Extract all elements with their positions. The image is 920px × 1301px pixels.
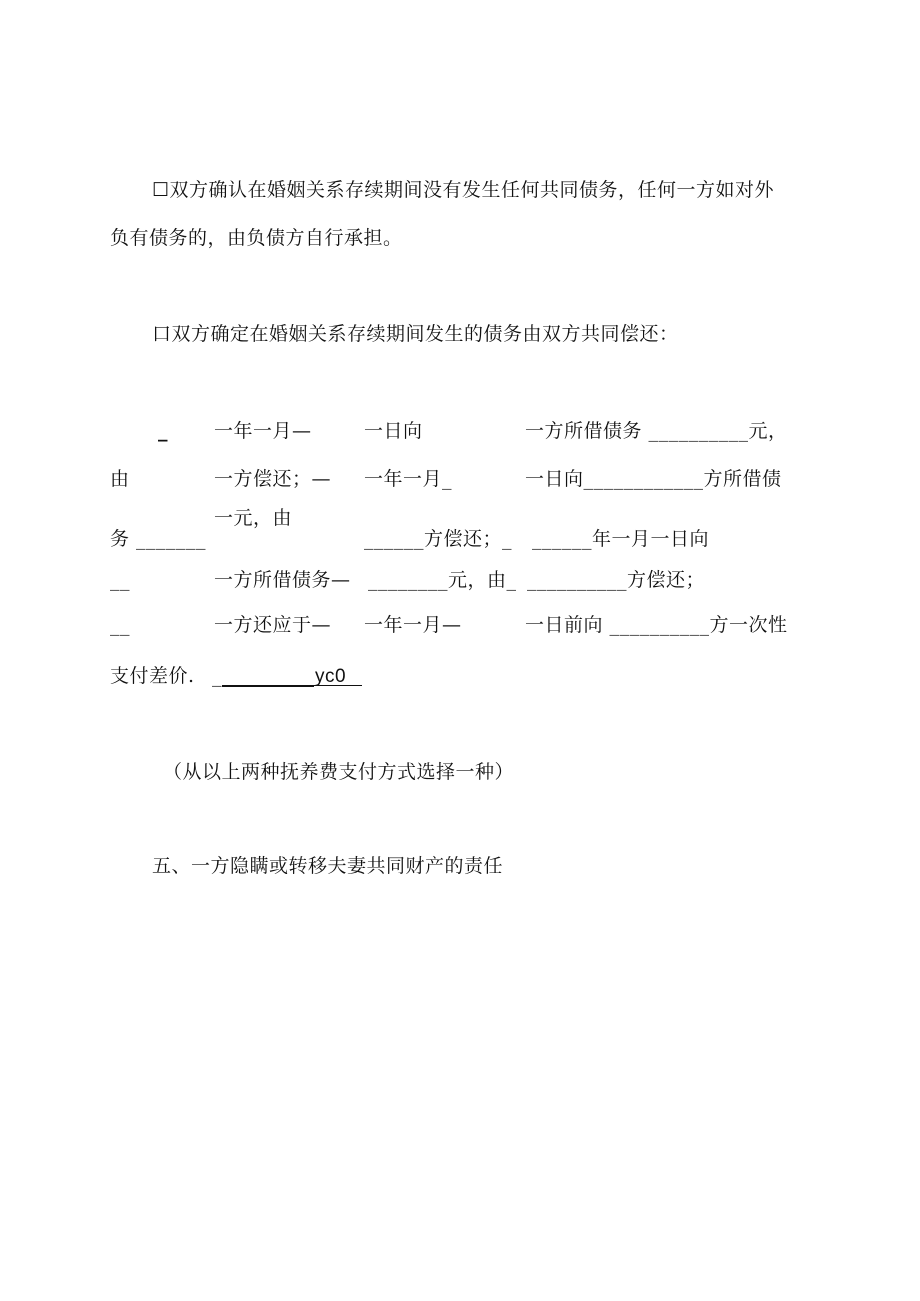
- form-row5-blank: __: [110, 614, 130, 636]
- form-row3-debt-blank: 务 _______: [110, 528, 207, 550]
- clause-no-debt-line-2: 负有债务的，由负债方自行承担。: [110, 227, 403, 249]
- form-row5-lump-sum: 一日前向 __________方一次性: [525, 614, 788, 636]
- form-row6-signature-text: yc0: [315, 666, 347, 687]
- form-row2-by: 由: [110, 468, 130, 490]
- form-row4-yuan-by: ________元，由_: [368, 569, 517, 591]
- form-row5-date: 一年一月—: [364, 614, 462, 636]
- section-five-title: 五、一方隐瞒或转移夫妻共同财产的责任: [152, 855, 504, 877]
- form-row1-day-to: 一日向: [364, 420, 423, 442]
- form-row6-underline-thick: [222, 685, 314, 687]
- clause-shared-debt-heading: 口双方确定在婚姻关系存续期间发生的债务由双方共同偿还：: [152, 323, 679, 345]
- form-row6-blank: _: [212, 665, 222, 687]
- form-row1-blank: _: [158, 420, 168, 442]
- form-row3-yuan-by: 一元，由: [214, 507, 293, 529]
- clause-no-debt-line-1: ☐双方确认在婚姻关系存续期间没有发生任何共同债务，任何一方如对外: [152, 179, 775, 201]
- form-row5-should-pay: 一方还应于—: [214, 614, 332, 636]
- form-row3-date-to: ______年一月一日向: [532, 528, 710, 550]
- form-row2-repay: 一方偿还；—: [214, 468, 332, 490]
- payment-choice-note: （从以上两种抚养费支付方式选择一种）: [163, 761, 515, 783]
- form-row4-repay: __________方偿还；: [527, 569, 706, 591]
- form-row1-debt-amount: 一方所借债务 __________元，: [525, 420, 788, 442]
- form-row4-debt: 一方所借债务—: [214, 569, 351, 591]
- form-row2-date: 一年一月_: [364, 468, 453, 490]
- form-row2-debt-from: 一日向____________方所借债: [525, 468, 782, 490]
- form-row1-date: 一年一月—: [214, 420, 312, 442]
- form-row6-pay-difference: 支付差价.: [110, 665, 195, 687]
- form-row3-repay: ______方偿还；_: [364, 528, 513, 550]
- form-row4-blank: __: [110, 569, 130, 591]
- form-row6-underline-thin: [314, 685, 362, 686]
